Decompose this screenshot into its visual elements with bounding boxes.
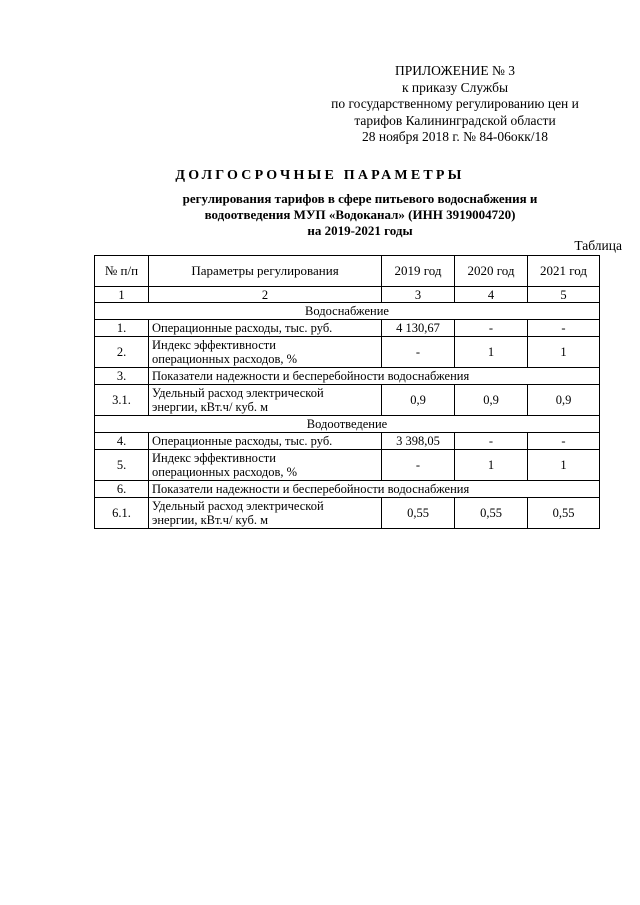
value-2021: -: [528, 320, 600, 337]
value-2020: 0,9: [455, 385, 528, 416]
value-2019: 4 130,67: [382, 320, 455, 337]
index-cell: 2: [149, 287, 382, 303]
header-cell: 2021 год: [528, 256, 600, 287]
value-2019: 0,9: [382, 385, 455, 416]
subtitle-line: регулирования тарифов в сфере питьевого водоснабжения и: [182, 191, 538, 206]
index-cell: 3: [382, 287, 455, 303]
table-row: [95, 433, 600, 450]
parameter-name-line: энергии, кВт.ч/ куб. м: [152, 400, 269, 414]
column-index-row: [95, 287, 600, 303]
indicator-group-title: Показатели надежности и бесперебойности водоснабжения: [149, 368, 600, 385]
value-2020: -: [455, 320, 528, 337]
row-number: 1.: [95, 320, 149, 337]
parameters-table: [94, 255, 600, 529]
value-2020: 1: [455, 337, 528, 368]
table-header-row: [95, 256, 600, 287]
table-caption: Таблица: [574, 238, 622, 253]
table-row: [95, 320, 600, 337]
parameter-name: [149, 337, 382, 368]
parameter-name: Операционные расходы, тыс. руб.: [149, 320, 382, 337]
appendix-line: по государственному регулированию цен и: [331, 96, 579, 111]
value-2020: 1: [455, 450, 528, 481]
appendix-line: к приказу Службы: [401, 79, 509, 95]
row-number: 3.1.: [95, 385, 149, 416]
parameter-name: Операционные расходы, тыс. руб.: [149, 433, 382, 450]
row-number: 2.: [95, 337, 149, 368]
value-2019: -: [382, 337, 455, 368]
parameter-name-line: Удельный расход электрической: [152, 386, 324, 400]
section-title: Водоснабжение: [95, 303, 600, 320]
appendix-header: [300, 63, 610, 146]
value-2021: 0,55: [528, 498, 600, 529]
table-row: [95, 498, 600, 529]
index-cell: 5: [528, 287, 600, 303]
parameter-name-line: операционных расходов, %: [152, 465, 298, 479]
indicator-group-title: Показатели надежности и бесперебойности водоснабжения: [149, 481, 600, 498]
index-cell: 1: [95, 287, 149, 303]
table-row: [95, 481, 600, 498]
table-row: [95, 450, 600, 481]
table-row: [95, 337, 600, 368]
section-header-row: [95, 416, 600, 433]
header-cell: 2019 год: [382, 256, 455, 287]
value-2021: 1: [528, 337, 600, 368]
row-number: 6.1.: [95, 498, 149, 529]
appendix-line: ПРИЛОЖЕНИЕ № 3: [394, 63, 516, 78]
value-2020: 0,55: [455, 498, 528, 529]
parameter-name-line: Индекс эффективности: [152, 451, 276, 465]
subtitle-line: водоотведения МУП «Водоканал» (ИНН 3919004720): [204, 207, 516, 222]
parameter-name: [149, 385, 382, 416]
header-cell: 2020 год: [455, 256, 528, 287]
value-2021: 1: [528, 450, 600, 481]
value-2019: -: [382, 450, 455, 481]
parameter-name-line: Индекс эффективности: [152, 338, 276, 352]
document-title: ДОЛГОСРОЧНЫЕ ПАРАМЕТРЫ: [175, 168, 465, 183]
parameter-name: [149, 498, 382, 529]
subtitle-line: на 2019-2021 годы: [307, 223, 413, 238]
row-number: 3.: [95, 368, 149, 385]
section-title: Водоотведение: [95, 416, 600, 433]
index-cell: 4: [455, 287, 528, 303]
value-2021: 0,9: [528, 385, 600, 416]
value-2019: 3 398,05: [382, 433, 455, 450]
value-2021: -: [528, 433, 600, 450]
row-number: 4.: [95, 433, 149, 450]
row-number: 6.: [95, 481, 149, 498]
appendix-line: тарифов Калининградской области: [354, 112, 556, 128]
value-2019: 0,55: [382, 498, 455, 529]
appendix-line: 28 ноября 2018 г. № 84-06окк/18: [361, 129, 548, 144]
row-number: 5.: [95, 450, 149, 481]
parameter-name-line: операционных расходов, %: [152, 352, 298, 366]
table-row: [95, 385, 600, 416]
parameter-name: [149, 450, 382, 481]
table-row: [95, 368, 600, 385]
value-2020: -: [455, 433, 528, 450]
parameter-name-line: энергии, кВт.ч/ куб. м: [152, 513, 269, 527]
section-header-row: [95, 303, 600, 320]
document-subtitle: [0, 191, 640, 239]
header-cell: Параметры регулирования: [149, 256, 382, 287]
parameter-name-line: Удельный расход электрической: [152, 499, 324, 513]
header-cell: № п/п: [95, 256, 149, 287]
